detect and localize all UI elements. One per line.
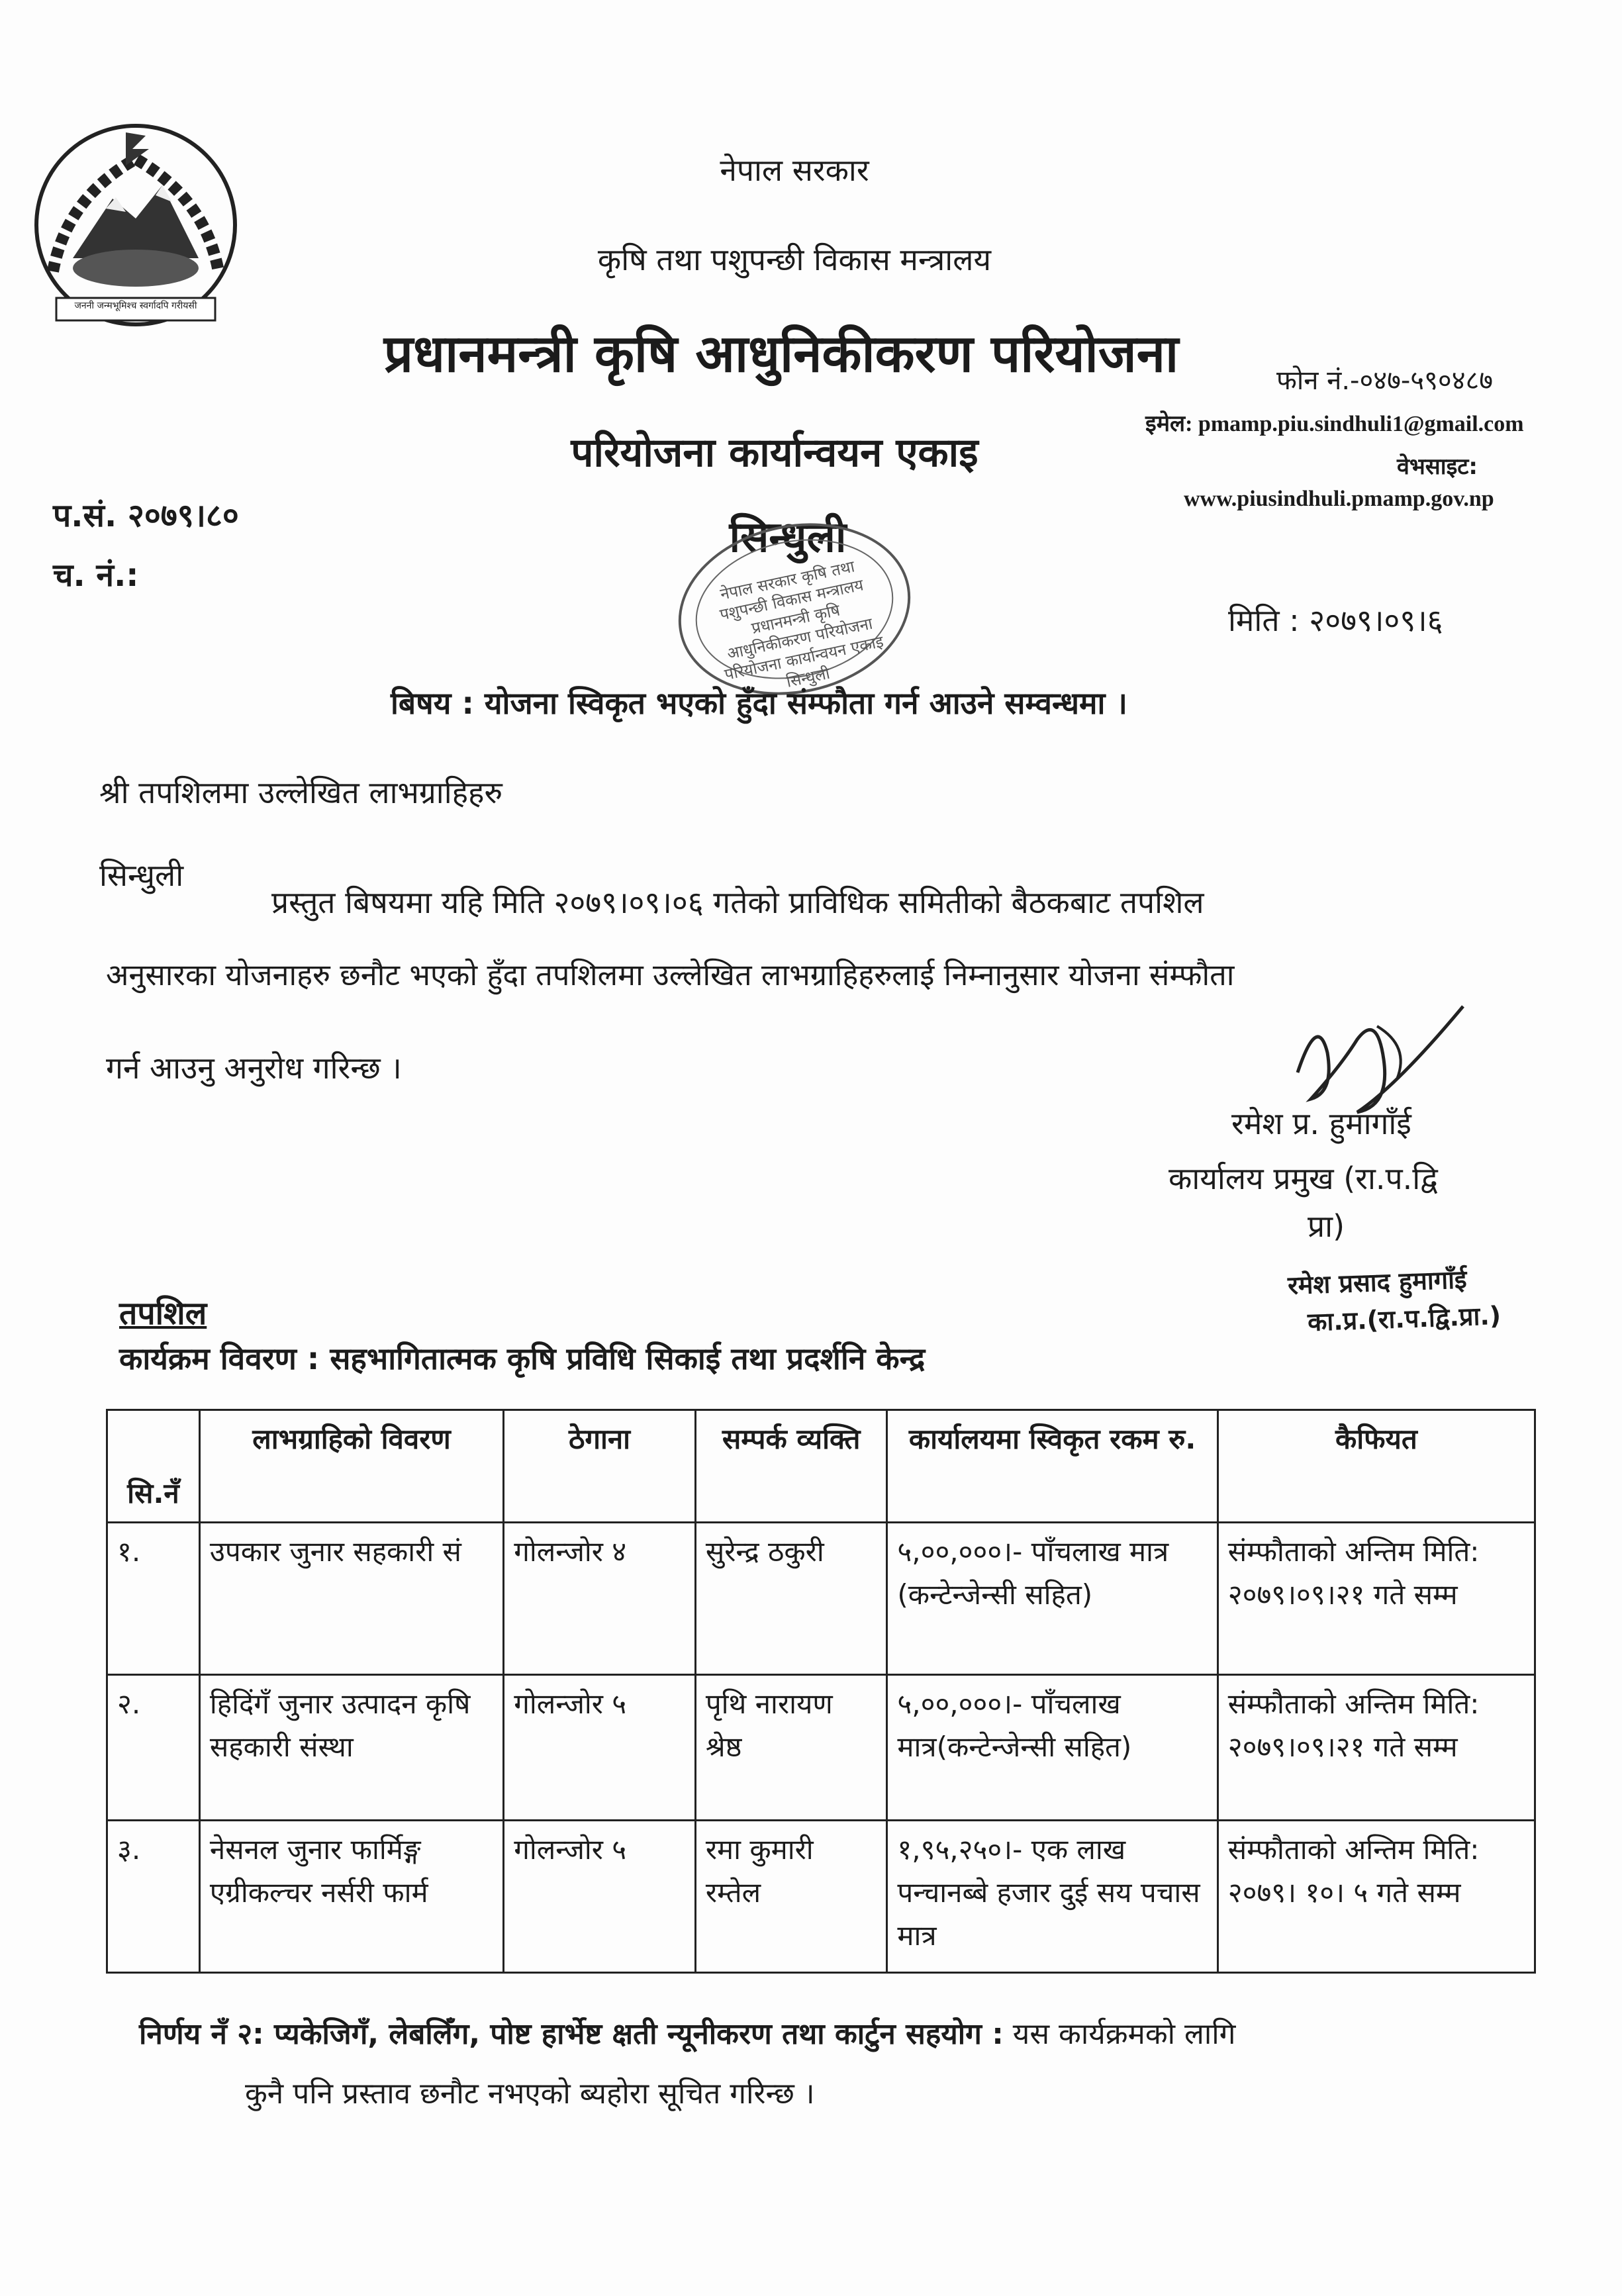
cell-remarks: संम्फौताको अन्तिम मिति: २०७९।०९।२१ गते सम्म — [1217, 1523, 1535, 1675]
cell-contact: रमा कुमारी रम्तेल — [695, 1821, 887, 1973]
cell-contact: पृथि नारायण श्रेष्ठ — [695, 1675, 887, 1821]
email-label: इमेल: — [1145, 412, 1193, 436]
table-row — [107, 1821, 1535, 1973]
subject-line: बिषय : योजना स्विकृत भएको हुँदा संम्फौता गर्न आउने सम्वन्धमा । — [391, 685, 1127, 721]
body-line-2: अनुसारका योजनाहरु छनौट भएको हुँदा तपशिलमा उल्लेखित लाभग्राहिहरुलाई निम्नानुसार योजना संम्फौता — [106, 957, 1235, 992]
recipient-district: सिन्धुली — [99, 857, 184, 893]
cell-beneficiary: नेसनल जुनार फार्मिङ्ग एग्रीकल्चर नर्सरी फार्म — [199, 1821, 503, 1973]
signatory-title: कार्यालय प्रमुख (रा.प.द्वि — [1169, 1161, 1438, 1196]
cell-amount: ५,००,०००।- पाँचलाख मात्र(कन्टेन्जेन्सी सहित) — [887, 1675, 1217, 1821]
header-sn: सि.नँ — [107, 1410, 200, 1523]
reference-number: प.सं. २०७९।८० — [53, 497, 239, 534]
cell-beneficiary: हिदिंगँ जुनार उत्पादन कृषि सहकारी संस्था — [199, 1675, 503, 1821]
cell-remarks: संम्फौताको अन्तिम मिति: २०७९।०९।२१ गते सम्म — [1217, 1675, 1535, 1821]
program-description: कार्यक्रम विवरण : सहभागितात्मक कृषि प्रविधि सिकाई तथा प्रदर्शनि केन्द्र — [119, 1341, 926, 1376]
decision-label: निर्णय नँ २: प्यकेजिगँ, लेबलिँग, पोष्ट हार्भेष्ट क्षती न्यूनीकरण तथा कार्टुन सहयोग : — [139, 2017, 1004, 2051]
header-address: ठेगाना — [504, 1410, 696, 1523]
cell-sn: २. — [107, 1675, 200, 1821]
dispatch-number: च. नं.: — [53, 557, 139, 594]
beneficiary-table — [106, 1409, 1536, 1974]
office-stamp — [669, 516, 920, 702]
header-beneficiary: लाभग्राहिको विवरण — [199, 1410, 503, 1523]
cell-amount: १,९५,२५०।- एक लाख पन्चानब्बे हजार दुई सय पचास मात्र — [887, 1821, 1217, 1973]
website-url: www.piusindhuli.pmamp.gov.np — [1184, 487, 1494, 511]
email-address: pmamp.piu.sindhuli1@gmail.com — [1198, 412, 1524, 436]
tapashil-heading: तपशिल — [119, 1295, 207, 1332]
government-name: नेपाल सरकार — [720, 152, 869, 188]
decision-line-2: कुनै पनि प्रस्ताव छनौट नभएको ब्यहोरा सूचित गरिन्छ । — [245, 2077, 815, 2111]
phone-number: फोन नं.-०४७-५९०४८७ — [1276, 365, 1494, 396]
header-contact: सम्पर्क व्यक्ति — [695, 1410, 887, 1523]
government-emblem — [26, 119, 245, 338]
header-remarks: कैफियत — [1217, 1410, 1535, 1523]
table-header-row — [107, 1410, 1535, 1523]
table-row — [107, 1675, 1535, 1821]
signature-stamp-title: का.प्र.(रा.प.द्वि.प्रा.) — [1307, 1300, 1502, 1337]
cell-contact: सुरेन्द्र ठकुरी — [695, 1523, 887, 1675]
website-label: वेभसाइट: — [1397, 454, 1478, 480]
stamp-text: नेपाल सरकार कृषि तथा पशुपन्छी विकास मन्त्रालय प्रधानमन्त्री कृषि आधुनिकीकरण परियोजना परियोजना कार्यान्वयन एकाइ सिन्धुली — [718, 557, 885, 691]
cell-sn: १. — [107, 1523, 200, 1675]
decision-line — [139, 2013, 1562, 2052]
email-line — [1145, 407, 1524, 438]
district-name: सिन्धुली — [729, 513, 847, 562]
body-line-1: प्रस्तुत बिषयमा यहि मिति २०७९।०९।०६ गतेको प्राविधिक समितीको बैठकबाट तपशिल — [271, 885, 1204, 920]
recipient-line: श्री तपशिलमा उल्लेखित लाभग्राहिहरु — [99, 775, 502, 810]
cell-amount: ५,००,०००।- पाँचलाख मात्र (कन्टेन्जेन्सी सहित) — [887, 1523, 1217, 1675]
unit-name: परियोजना कार्यान्वयन एकाइ — [571, 430, 978, 476]
signatory-title-cont: प्रा) — [1308, 1208, 1345, 1244]
project-name: प्रधानमन्त्री कृषि आधुनिकीकरण परियोजना — [383, 324, 1179, 384]
signatory-name: रमेश प्र. हुमागाँई — [1231, 1106, 1411, 1141]
cell-beneficiary: उपकार जुनार सहकारी सं — [199, 1523, 503, 1675]
cell-address: गोलन्जोर ५ — [504, 1675, 696, 1821]
table-row — [107, 1523, 1535, 1675]
body-line-3: गर्न आउनु अनुरोध गरिन्छ । — [106, 1050, 402, 1086]
cell-address: गोलन्जोर ५ — [504, 1821, 696, 1973]
signature-stamp-name: रमेश प्रसाद हुमागाँई — [1287, 1265, 1468, 1300]
letter-date: मिति : २०७९।०९।६ — [1228, 602, 1443, 638]
header-amount: कार्यालयमा स्विकृत रकम रु. — [887, 1410, 1217, 1523]
emblem-motto: जननी जन्मभूमिश्च स्वर्गादपि गरीयसी — [74, 301, 197, 311]
cell-address: गोलन्जोर ४ — [504, 1523, 696, 1675]
ministry-name: कृषि तथा पशुपन्छी विकास मन्त्रालय — [597, 242, 992, 277]
cell-remarks: संम्फौताको अन्तिम मिति: २०७९। १०। ५ गते सम्म — [1217, 1821, 1535, 1973]
cell-sn: ३. — [107, 1821, 200, 1973]
decision-text: यस कार्यक्रमको लागि — [1003, 2017, 1236, 2051]
